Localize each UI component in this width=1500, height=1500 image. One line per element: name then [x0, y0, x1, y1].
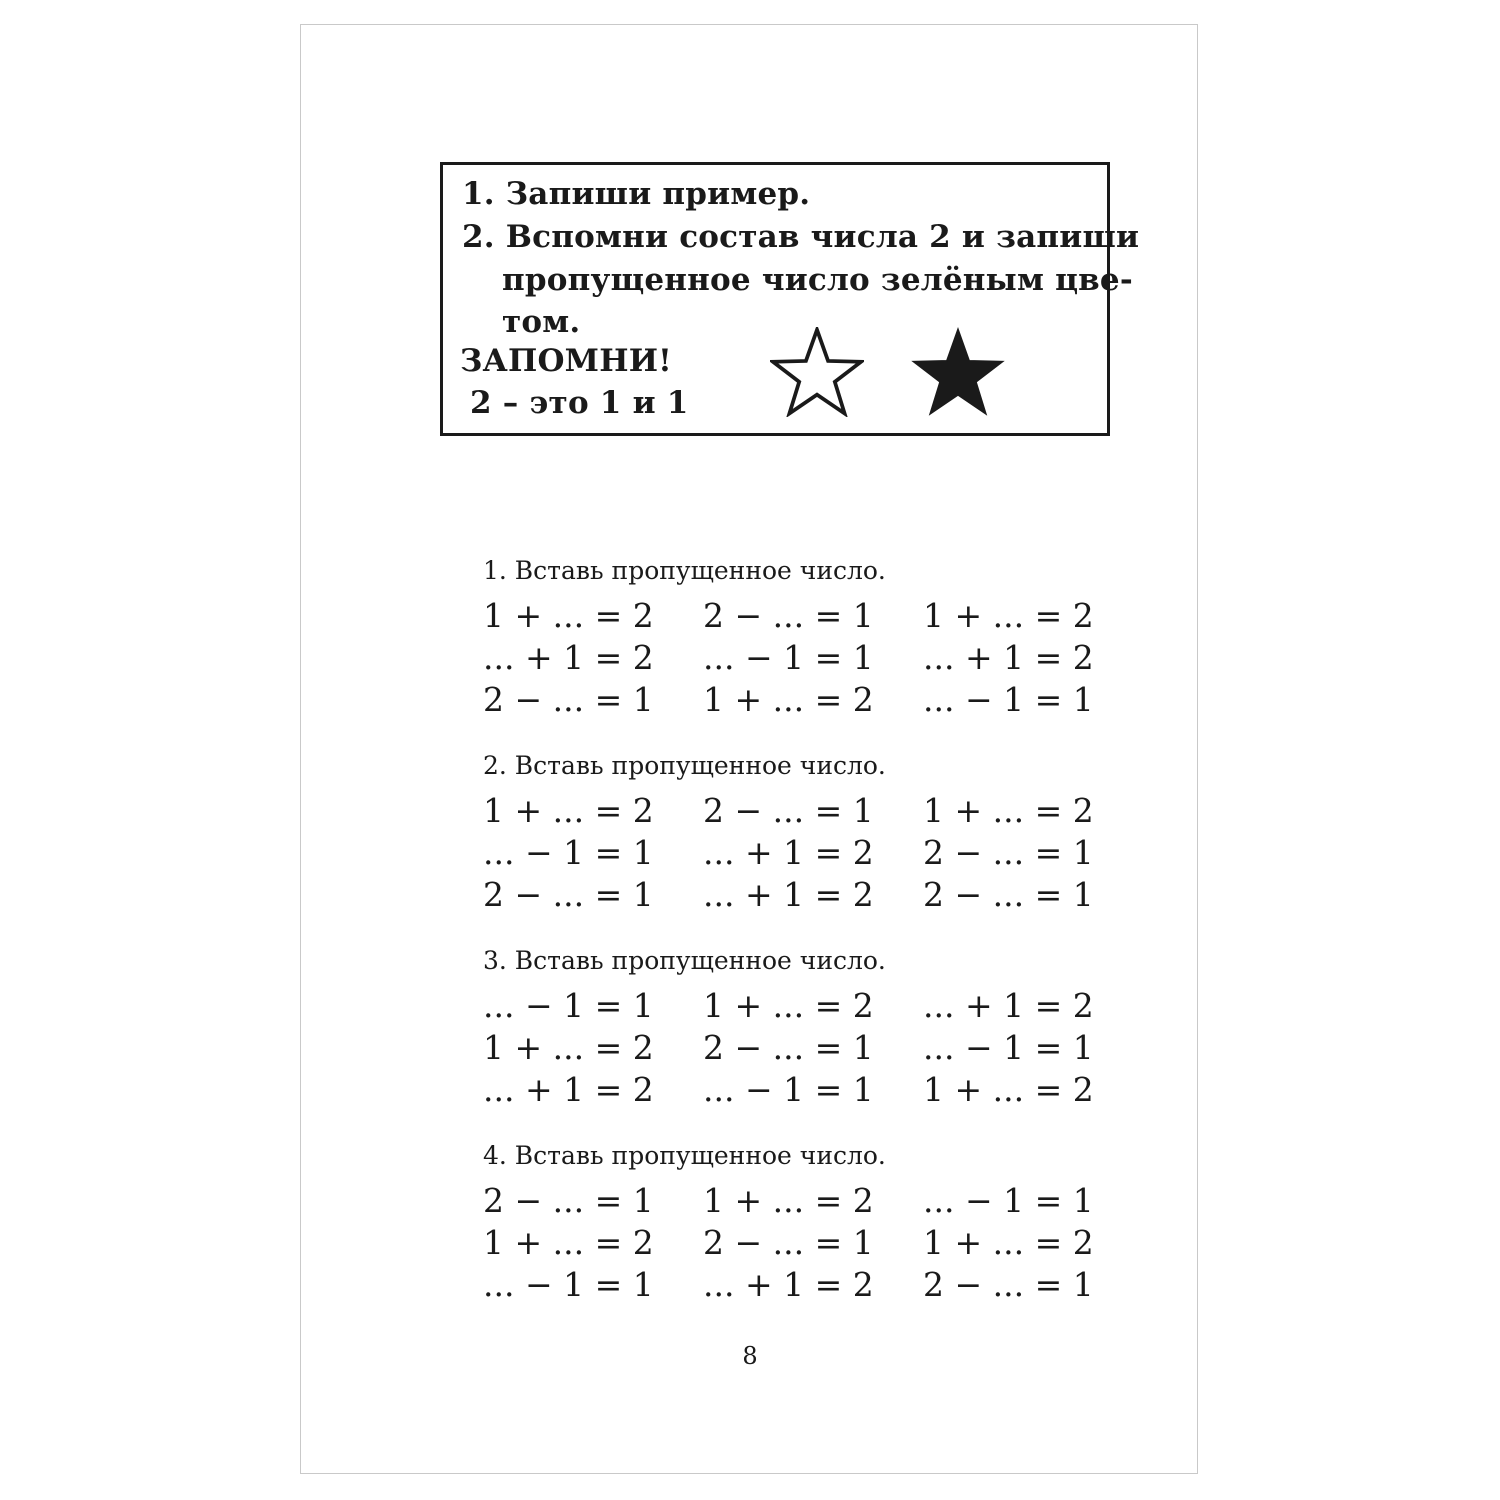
equation: ... + 1 = 2 [703, 833, 874, 872]
equation: 1 + ... = 2 [483, 596, 654, 635]
remember-heading: ЗАПОМНИ! [460, 343, 672, 379]
equation: ... − 1 = 1 [923, 1028, 1094, 1067]
equation: 1 + ... = 2 [923, 791, 1094, 830]
equation: ... − 1 = 1 [703, 1070, 874, 1109]
equation: ... − 1 = 1 [483, 833, 654, 872]
equation: 1 + ... = 2 [703, 680, 874, 719]
outline-star-icon [770, 327, 864, 417]
equation: 2 − ... = 1 [703, 791, 874, 830]
instruction-line-4: том. [502, 304, 581, 340]
equation: ... + 1 = 2 [923, 986, 1094, 1025]
exercise-title: 3. Вставь пропущенное число. [483, 946, 886, 975]
equation: 2 − ... = 1 [923, 875, 1094, 914]
equation: ... − 1 = 1 [923, 1181, 1094, 1220]
equation: ... + 1 = 2 [703, 1265, 874, 1304]
equation: 1 + ... = 2 [703, 986, 874, 1025]
equation: ... + 1 = 2 [483, 638, 654, 677]
equation: 2 − ... = 1 [703, 1028, 874, 1067]
equation: 1 + ... = 2 [923, 1070, 1094, 1109]
exercise-title: 1. Вставь пропущенное число. [483, 556, 886, 585]
equation: ... − 1 = 1 [923, 680, 1094, 719]
equation: 1 + ... = 2 [923, 596, 1094, 635]
rule-text: 2 – это 1 и 1 [470, 385, 689, 421]
equation: 2 − ... = 1 [923, 833, 1094, 872]
equation: 1 + ... = 2 [923, 1223, 1094, 1262]
equation: 2 − ... = 1 [923, 1265, 1094, 1304]
equation: 2 − ... = 1 [483, 875, 654, 914]
equation: 2 − ... = 1 [483, 1181, 654, 1220]
equation: 1 + ... = 2 [483, 1223, 654, 1262]
filled-star-icon [911, 327, 1005, 417]
equation: ... − 1 = 1 [483, 986, 654, 1025]
instruction-line-2: 2. Вспомни состав числа 2 и запиши [462, 219, 1140, 255]
equation: ... − 1 = 1 [483, 1265, 654, 1304]
equation: 1 + ... = 2 [483, 1028, 654, 1067]
equation: 2 − ... = 1 [703, 1223, 874, 1262]
equation: ... + 1 = 2 [703, 875, 874, 914]
equation: 2 − ... = 1 [483, 680, 654, 719]
equation: 1 + ... = 2 [483, 791, 654, 830]
exercise-title: 4. Вставь пропущенное число. [483, 1141, 886, 1170]
instruction-line-1: 1. Запиши пример. [462, 176, 811, 212]
instruction-line-3: пропущенное число зелёным цве- [502, 262, 1133, 298]
equation: 2 − ... = 1 [703, 596, 874, 635]
equation: 1 + ... = 2 [703, 1181, 874, 1220]
page-number: 8 [742, 1342, 758, 1370]
exercise-title: 2. Вставь пропущенное число. [483, 751, 886, 780]
equation: ... − 1 = 1 [703, 638, 874, 677]
equation: ... + 1 = 2 [483, 1070, 654, 1109]
equation: ... + 1 = 2 [923, 638, 1094, 677]
